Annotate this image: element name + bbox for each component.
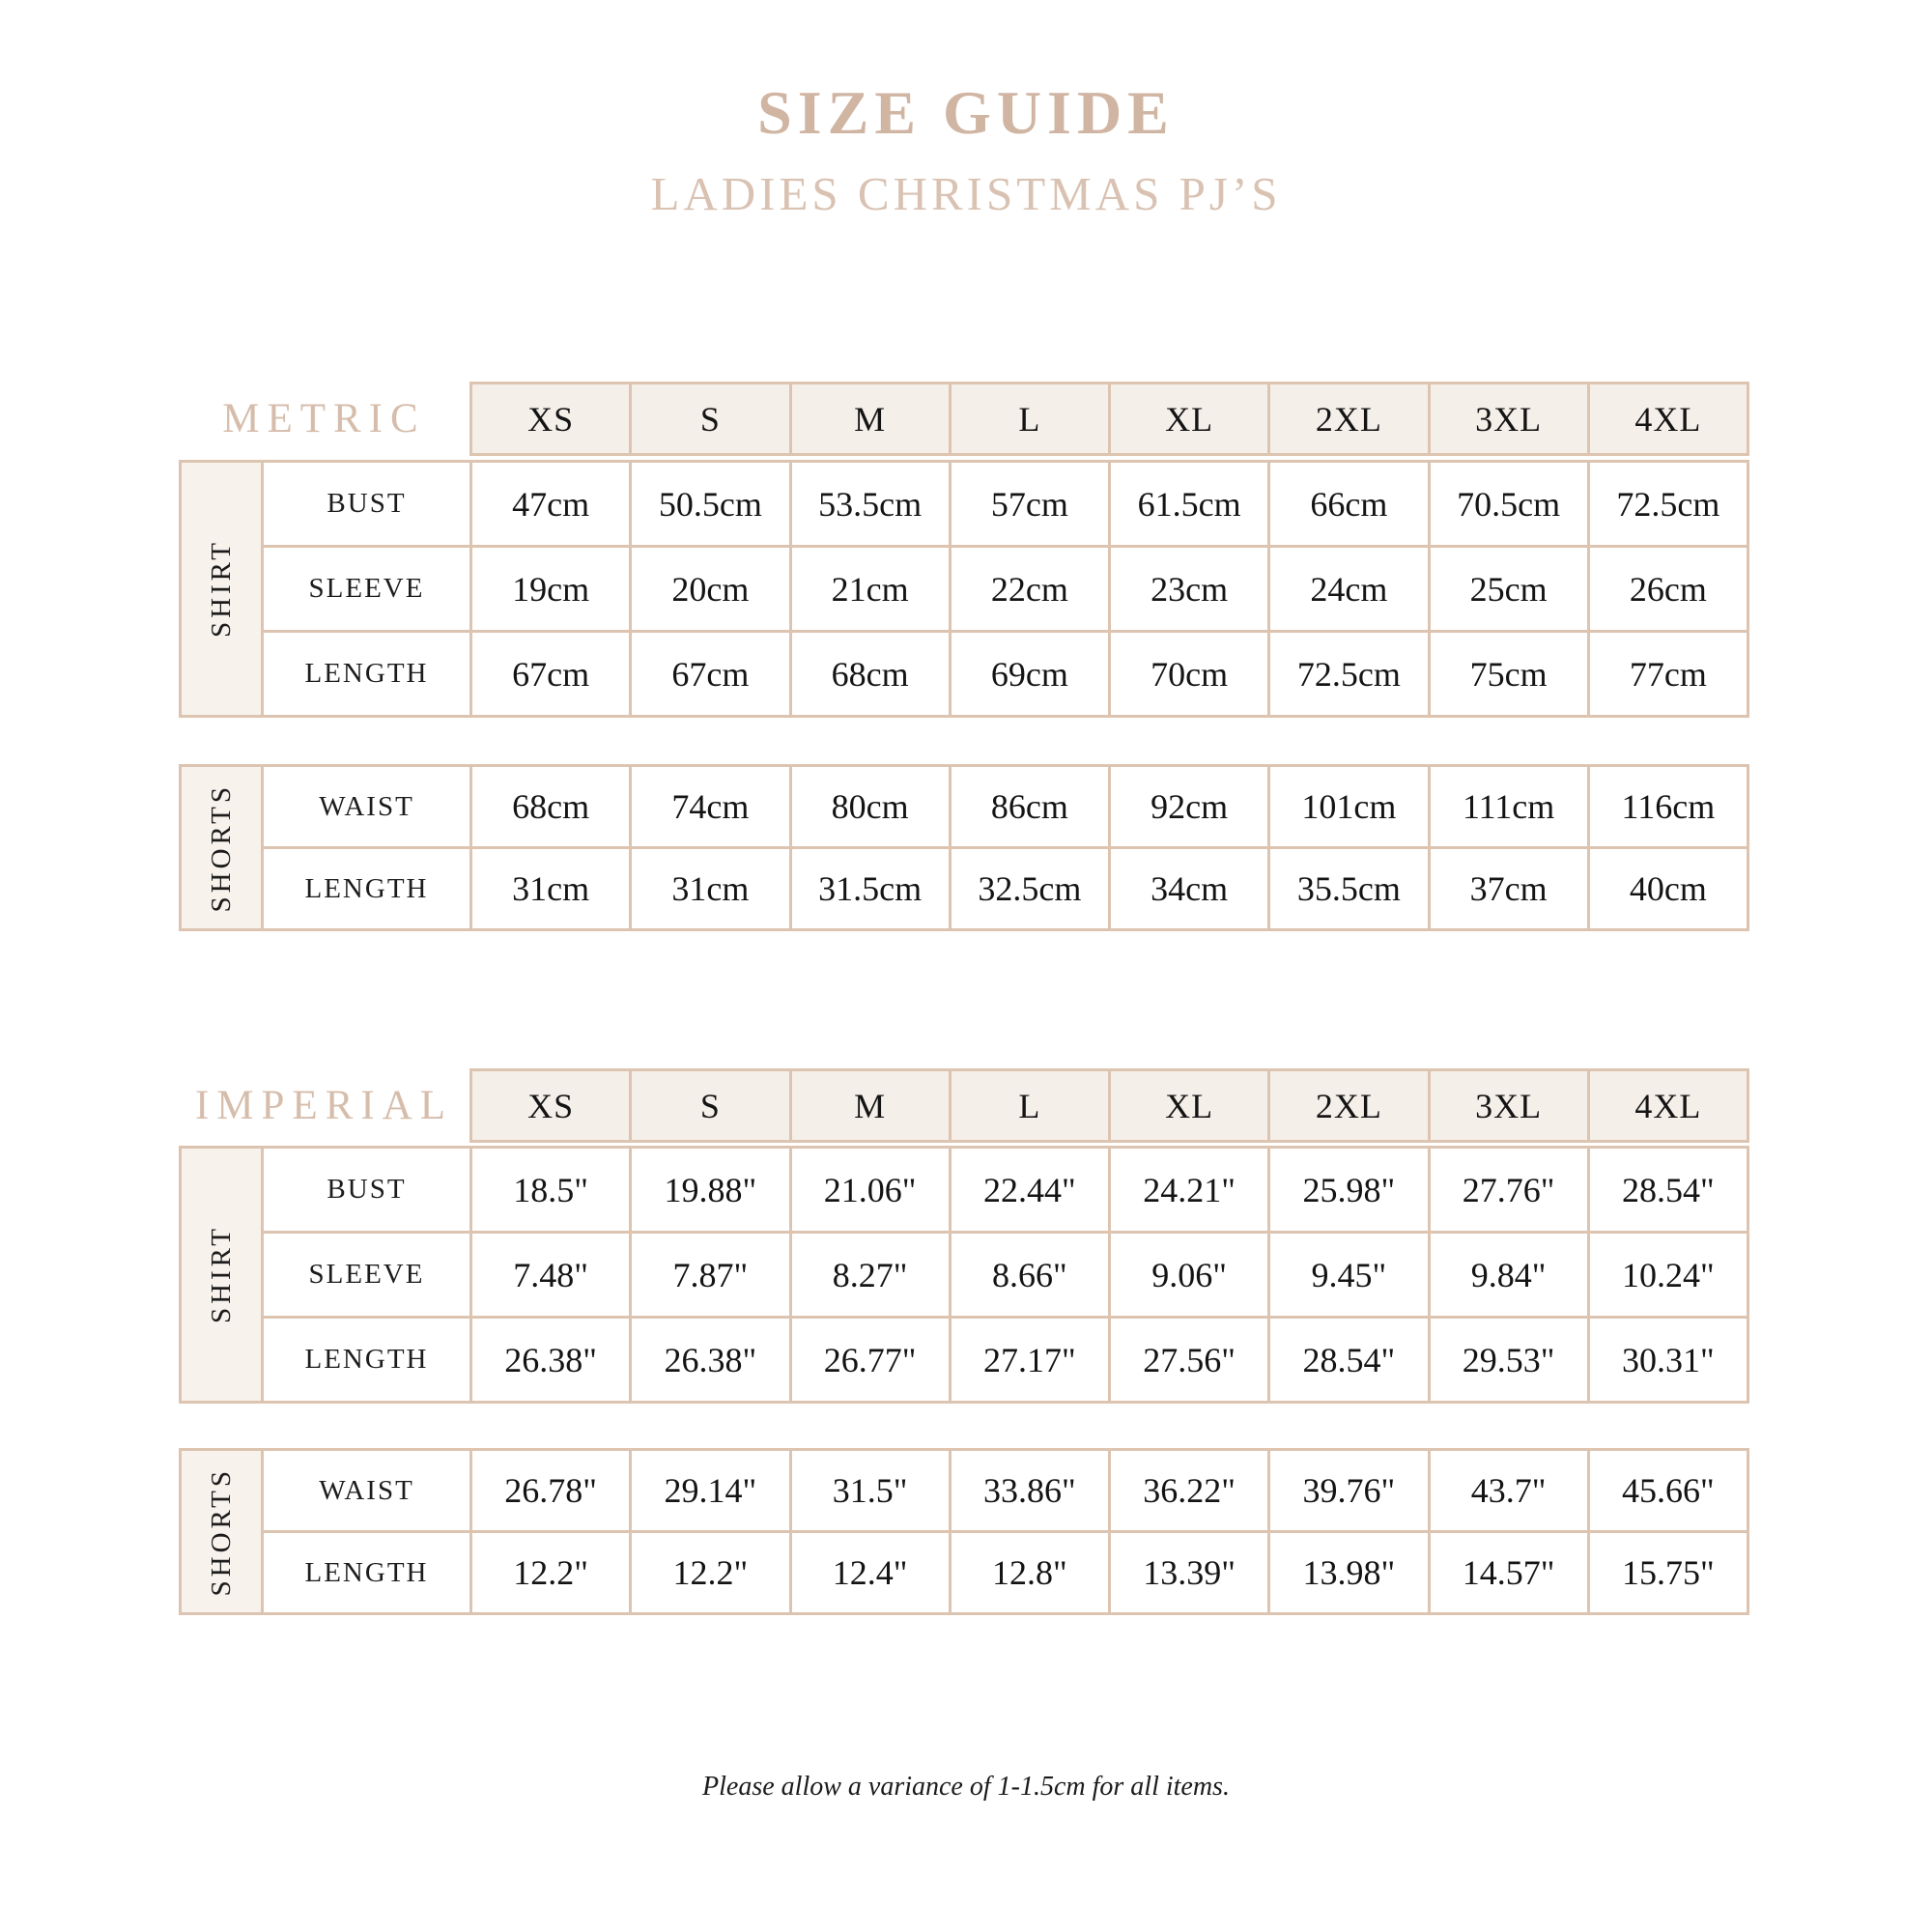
row-label: BUST — [264, 463, 469, 545]
size-value-cell: 68cm — [792, 633, 949, 715]
size-value-cell: 33.86" — [952, 1451, 1108, 1530]
size-column-header: M — [792, 384, 949, 453]
shirt-group-cell — [182, 1149, 261, 1401]
size-value-cell: 26.78" — [472, 1451, 629, 1530]
size-value-cell: 40cm — [1590, 849, 1747, 928]
imperial-size-header-row — [469, 1068, 1749, 1143]
size-value-cell: 75cm — [1431, 633, 1587, 715]
size-value-cell: 43.7" — [1431, 1451, 1587, 1530]
size-value-cell: 27.76" — [1431, 1149, 1587, 1231]
size-value-cell: 50.5cm — [632, 463, 788, 545]
size-value-cell: 22cm — [952, 548, 1108, 630]
size-value-cell: 116cm — [1590, 767, 1747, 846]
shirt-group-label: SHIRT — [205, 539, 237, 639]
size-value-cell: 26.38" — [472, 1319, 629, 1401]
size-value-cell: 9.45" — [1270, 1234, 1427, 1316]
size-column-header: XS — [472, 384, 629, 453]
row-label: SLEEVE — [264, 548, 469, 630]
size-value-cell: 36.22" — [1111, 1451, 1267, 1530]
size-column-header: L — [952, 1071, 1108, 1140]
size-value-cell: 20cm — [632, 548, 788, 630]
metric-shorts-table — [179, 764, 1749, 931]
size-value-cell: 34cm — [1111, 849, 1267, 928]
size-value-cell: 80cm — [792, 767, 949, 846]
size-value-cell: 21.06" — [792, 1149, 949, 1231]
size-column-header: 3XL — [1431, 1071, 1587, 1140]
size-value-cell: 26.77" — [792, 1319, 949, 1401]
shirt-group-cell — [182, 463, 261, 715]
size-value-cell: 12.8" — [952, 1533, 1108, 1612]
size-value-cell: 12.2" — [472, 1533, 629, 1612]
size-value-cell: 37cm — [1431, 849, 1587, 928]
shorts-group-cell — [182, 1451, 261, 1612]
size-value-cell: 29.14" — [632, 1451, 788, 1530]
size-value-cell: 21cm — [792, 548, 949, 630]
size-value-cell: 12.4" — [792, 1533, 949, 1612]
metric-shirt-table — [179, 460, 1749, 718]
size-column-header: 2XL — [1270, 1071, 1427, 1140]
size-value-cell: 10.24" — [1590, 1234, 1747, 1316]
size-value-cell: 70cm — [1111, 633, 1267, 715]
row-label: WAIST — [264, 767, 469, 846]
size-value-cell: 31.5cm — [792, 849, 949, 928]
size-value-cell: 27.56" — [1111, 1319, 1267, 1401]
page-title: SIZE GUIDE — [757, 78, 1175, 147]
size-column-header: XL — [1111, 384, 1267, 453]
size-value-cell: 66cm — [1270, 463, 1427, 545]
size-value-cell: 77cm — [1590, 633, 1747, 715]
size-value-cell: 22.44" — [952, 1149, 1108, 1231]
row-label: LENGTH — [264, 1319, 469, 1401]
imperial-unit-label: IMPERIAL — [194, 1083, 454, 1128]
size-value-cell: 39.76" — [1270, 1451, 1427, 1530]
size-value-cell: 47cm — [472, 463, 629, 545]
size-value-cell: 25.98" — [1270, 1149, 1427, 1231]
size-value-cell: 72.5cm — [1270, 633, 1427, 715]
row-label: LENGTH — [264, 1533, 469, 1612]
size-column-header: 2XL — [1270, 384, 1427, 453]
size-value-cell: 30.31" — [1590, 1319, 1747, 1401]
page-subtitle: LADIES CHRISTMAS PJ’S — [650, 167, 1282, 220]
size-column-header: 4XL — [1590, 384, 1747, 453]
metric-section — [179, 382, 1749, 931]
size-value-cell: 15.75" — [1590, 1533, 1747, 1612]
size-value-cell: 32.5cm — [952, 849, 1108, 928]
size-column-header: S — [632, 384, 788, 453]
size-value-cell: 23cm — [1111, 548, 1267, 630]
size-value-cell: 14.57" — [1431, 1533, 1587, 1612]
imperial-shorts-table — [179, 1448, 1749, 1615]
size-column-header: L — [952, 384, 1108, 453]
size-value-cell: 13.39" — [1111, 1533, 1267, 1612]
size-value-cell: 26.38" — [632, 1319, 788, 1401]
size-value-cell: 67cm — [632, 633, 788, 715]
size-value-cell: 31cm — [632, 849, 788, 928]
size-value-cell: 111cm — [1431, 767, 1587, 846]
size-value-cell: 24.21" — [1111, 1149, 1267, 1231]
size-value-cell: 31.5" — [792, 1451, 949, 1530]
size-value-cell: 69cm — [952, 633, 1108, 715]
size-value-cell: 29.53" — [1431, 1319, 1587, 1401]
size-value-cell: 8.66" — [952, 1234, 1108, 1316]
size-value-cell: 19.88" — [632, 1149, 788, 1231]
size-value-cell: 13.98" — [1270, 1533, 1427, 1612]
size-value-cell: 18.5" — [472, 1149, 629, 1231]
size-value-cell: 45.66" — [1590, 1451, 1747, 1530]
size-value-cell: 25cm — [1431, 548, 1587, 630]
size-column-header: XS — [472, 1071, 629, 1140]
shorts-group-label: SHORTS — [205, 782, 237, 913]
size-value-cell: 8.27" — [792, 1234, 949, 1316]
size-value-cell: 92cm — [1111, 767, 1267, 846]
size-value-cell: 9.06" — [1111, 1234, 1267, 1316]
row-label: SLEEVE — [264, 1234, 469, 1316]
size-column-header: 4XL — [1590, 1071, 1747, 1140]
size-value-cell: 53.5cm — [792, 463, 949, 545]
size-column-header: 3XL — [1431, 384, 1587, 453]
size-value-cell: 12.2" — [632, 1533, 788, 1612]
size-value-cell: 7.87" — [632, 1234, 788, 1316]
size-value-cell: 19cm — [472, 548, 629, 630]
row-label: LENGTH — [264, 849, 469, 928]
size-value-cell: 101cm — [1270, 767, 1427, 846]
size-value-cell: 28.54" — [1270, 1319, 1427, 1401]
size-value-cell: 57cm — [952, 463, 1108, 545]
metric-unit-label: METRIC — [222, 396, 426, 441]
size-column-header: M — [792, 1071, 949, 1140]
shorts-group-cell — [182, 767, 261, 928]
size-value-cell: 67cm — [472, 633, 629, 715]
size-value-cell: 68cm — [472, 767, 629, 846]
size-value-cell: 86cm — [952, 767, 1108, 846]
variance-footnote: Please allow a variance of 1-1.5cm for all items. — [702, 1772, 1230, 1802]
size-value-cell: 27.17" — [952, 1319, 1108, 1401]
size-value-cell: 9.84" — [1431, 1234, 1587, 1316]
size-value-cell: 61.5cm — [1111, 463, 1267, 545]
shorts-group-label: SHORTS — [205, 1466, 237, 1597]
size-value-cell: 24cm — [1270, 548, 1427, 630]
size-value-cell: 70.5cm — [1431, 463, 1587, 545]
size-column-header: S — [632, 1071, 788, 1140]
size-value-cell: 26cm — [1590, 548, 1747, 630]
imperial-section — [179, 1068, 1749, 1615]
size-value-cell: 31cm — [472, 849, 629, 928]
imperial-shirt-table — [179, 1146, 1749, 1404]
row-label: BUST — [264, 1149, 469, 1231]
metric-size-header-row — [469, 382, 1749, 456]
size-value-cell: 35.5cm — [1270, 849, 1427, 928]
size-value-cell: 7.48" — [472, 1234, 629, 1316]
row-label: WAIST — [264, 1451, 469, 1530]
size-value-cell: 74cm — [632, 767, 788, 846]
size-column-header: XL — [1111, 1071, 1267, 1140]
size-value-cell: 72.5cm — [1590, 463, 1747, 545]
row-label: LENGTH — [264, 633, 469, 715]
shirt-group-label: SHIRT — [205, 1225, 237, 1324]
size-value-cell: 28.54" — [1590, 1149, 1747, 1231]
